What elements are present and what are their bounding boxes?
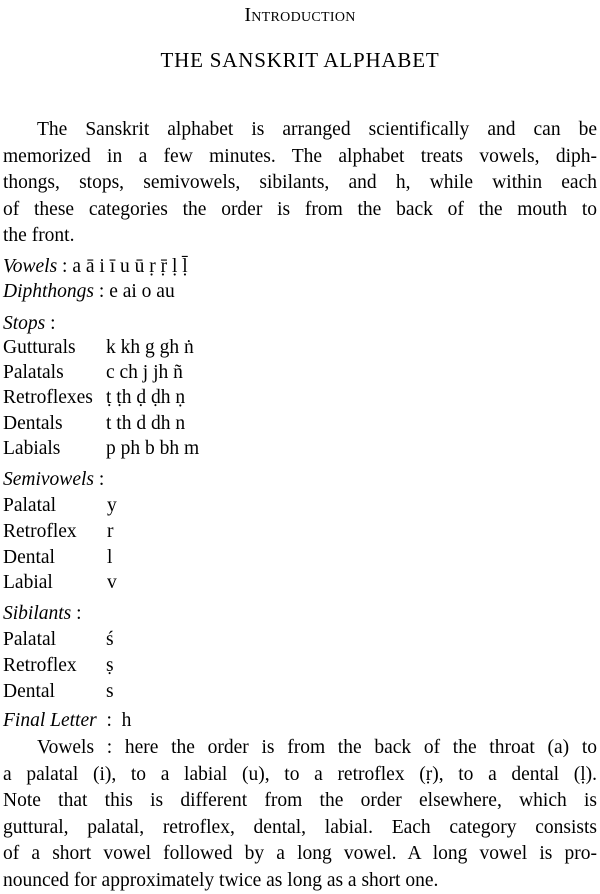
vowels-value: a ā i ī u ū ṛ ṝ ḷ ḹ <box>72 256 187 277</box>
intro-line: the front. <box>3 223 597 250</box>
semivowels-label: Palatal <box>3 495 56 516</box>
closing-line: Vowels : here the order is from the back of the throat (a) to <box>3 735 597 762</box>
stops-label: Labials <box>3 438 60 459</box>
vowels-sep: : <box>57 256 72 277</box>
closing-line: guttural, palatal, retroflex, dental, labial. Each category consists <box>3 815 597 842</box>
semivowels-label: Retroflex <box>3 521 77 542</box>
vowels-row <box>3 255 188 279</box>
stops-value: t th d dh n <box>106 412 185 436</box>
semivowels-row-retroflex <box>3 520 77 544</box>
diphthongs-sep: : <box>94 281 109 302</box>
sibilants-row-dental <box>3 680 55 704</box>
vowels-explanation-paragraph <box>3 735 597 894</box>
semivowels-value: v <box>107 571 117 595</box>
intro-line: thongs, stops, semivowels, sibilants, and h, while within each <box>3 170 597 197</box>
vowels-label: Vowels <box>3 256 57 277</box>
chapter-title: THE SANSKRIT ALPHABET <box>0 48 600 73</box>
stops-heading <box>3 312 56 336</box>
intro-line: of these categories the order is from the back of the mouth to <box>3 197 597 224</box>
sibilants-row-retroflex <box>3 654 77 678</box>
sibilants-heading-label: Sibilants <box>3 603 71 624</box>
stops-sep: : <box>45 313 55 334</box>
stops-row-dentals <box>3 412 63 436</box>
semivowels-value: l <box>107 546 112 570</box>
running-head: Introduction <box>0 4 600 27</box>
semivowels-sep: : <box>94 469 104 490</box>
final-letter-label: Final Letter <box>3 710 97 731</box>
final-letter-row <box>3 709 131 733</box>
intro-paragraph <box>3 117 597 250</box>
closing-line: of a short vowel followed by a long vowel. A long vowel is pro- <box>3 841 597 868</box>
semivowels-value: r <box>107 520 114 544</box>
stops-value: ṭ ṭh ḍ ḍh ṇ <box>106 386 185 410</box>
semivowels-row-labial <box>3 571 53 595</box>
closing-line: a palatal (i), to a labial (u), to a retroflex (ṛ), to a dental (ḷ). <box>3 762 597 789</box>
sibilants-value: ṣ <box>106 654 114 678</box>
diphthongs-row <box>3 280 175 304</box>
stops-value: k kh g gh ṅ <box>106 336 194 360</box>
closing-line: nounced for approximately twice as long as a short one. <box>3 868 597 894</box>
stops-heading-label: Stops <box>3 313 45 334</box>
sibilants-label: Dental <box>3 681 55 702</box>
stops-row-retroflexes <box>3 386 93 410</box>
semivowels-heading-label: Semivowels <box>3 469 94 490</box>
stops-row-gutturals <box>3 336 76 360</box>
closing-line: Note that this is different from the order elsewhere, which is <box>3 788 597 815</box>
diphthongs-label: Diphthongs <box>3 281 94 302</box>
stops-row-labials <box>3 437 60 461</box>
stops-label: Palatals <box>3 362 64 383</box>
intro-line: memorized in a few minutes. The alphabet treats vowels, diph- <box>3 144 597 171</box>
semivowels-label: Dental <box>3 547 55 568</box>
stops-label: Retroflexes <box>3 387 93 408</box>
stops-label: Gutturals <box>3 337 76 358</box>
stops-value: p ph b bh m <box>106 437 199 461</box>
diphthongs-value: e ai o au <box>109 281 175 302</box>
sibilants-value: ś <box>106 628 114 652</box>
sibilants-sep: : <box>71 603 81 624</box>
stops-row-palatals <box>3 361 64 385</box>
sibilants-value: s <box>106 680 114 704</box>
sibilants-label: Retroflex <box>3 655 77 676</box>
intro-line: The Sanskrit alphabet is arranged scientifically and can be <box>3 117 597 144</box>
final-letter-value: h <box>122 710 132 731</box>
stops-label: Dentals <box>3 413 63 434</box>
stops-value: c ch j jh ñ <box>106 361 183 385</box>
semivowels-value: y <box>107 494 117 518</box>
semivowels-heading <box>3 468 104 492</box>
semivowels-row-dental <box>3 546 55 570</box>
semivowels-label: Labial <box>3 572 53 593</box>
sibilants-heading <box>3 602 82 626</box>
sibilants-row-palatal <box>3 628 56 652</box>
sibilants-label: Palatal <box>3 629 56 650</box>
semivowels-row-palatal <box>3 494 56 518</box>
final-letter-sep: : <box>97 710 122 731</box>
